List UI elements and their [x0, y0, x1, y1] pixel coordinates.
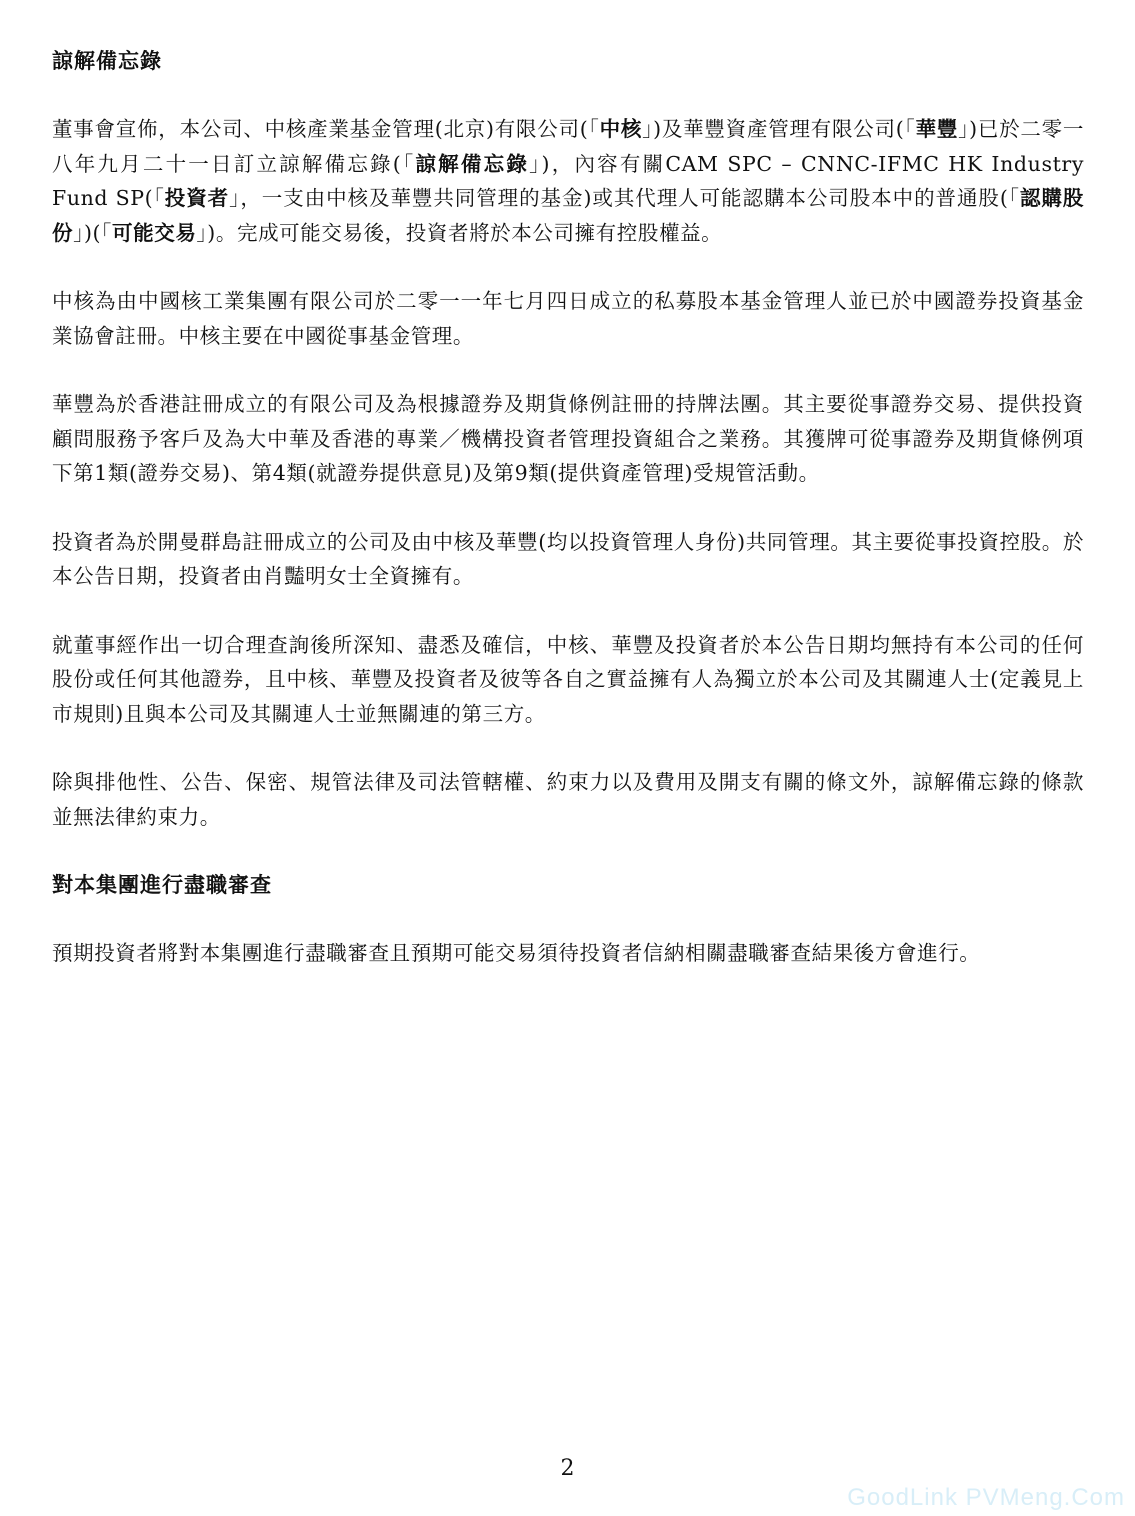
section-due-diligence — [52, 868, 1084, 971]
text-run: 董事會宣佈，本公司、中核產業基金管理(北京)有限公司(「 — [52, 117, 600, 141]
defined-term: 可能交易 — [112, 220, 197, 245]
document-body — [52, 44, 1084, 1005]
defined-term: 認購股份 — [52, 186, 1084, 245]
text-run: 就董事經作出一切合理查詢後所深知、盡悉及確信，中核、華豐及投資者於本公告日期均無持有本公司的任何股份或任何其他證券，且中核、華豐及投資者及彼等各自之實益擁有人為獨立於本公司及其關連人士(定義見上市規則)且與本公司及其關連人士並無關連的第三方。 — [52, 632, 1084, 726]
paragraph-cnnc-description — [52, 284, 1084, 353]
paragraph-due-diligence — [52, 936, 1084, 971]
defined-term: 中核 — [599, 117, 643, 141]
text-run: 除與排他性、公告、保密、規管法律及司法管轄權、約束力以及費用及開支有關的條文外，諒解備忘錄的條款並無法律約束力。 — [52, 770, 1084, 829]
page-number: 2 — [560, 1456, 575, 1481]
section-heading-mou: 諒解備忘錄 — [52, 49, 162, 73]
defined-term: 華豐 — [915, 117, 959, 141]
text-run: 預期投資者將對本集團進行盡職審查且預期可能交易須待投資者信納相關盡職審查結果後方會進行。 — [52, 941, 981, 965]
paragraph-independence-statement — [52, 628, 1084, 732]
paragraph-binding-terms — [52, 765, 1084, 834]
text-run: 」)(「 — [73, 220, 113, 245]
text-run: 」)及華豐資產管理有限公司(「 — [642, 117, 916, 141]
section-mou — [52, 44, 1084, 834]
text-run: 華豐為於香港註冊成立的有限公司及為根據證券及期貨條例註冊的持牌法團。其主要從事證券交易、提供投資顧問服務予客戶及為大中華及香港的專業／機構投資者管理投資組合之業務。其獲牌可從事證券及期貨條例項下第1類(證券交易)、第4類(就證券提供意見)及第9類(提供資產管理)受規管活動。 — [52, 392, 1084, 485]
text-run: 中核為由中國核工業集團有限公司於二零一一年七月四日成立的私募股本基金管理人並已於中國證券投資基金業協會註冊。中核主要在中國從事基金管理。 — [52, 289, 1084, 348]
defined-term: 諒解備忘錄 — [415, 151, 530, 176]
watermark-text: GoodLink PVMeng.Com — [847, 1484, 1125, 1511]
paragraph-huafeng-description — [52, 387, 1084, 491]
text-run: 」)。完成可能交易後，投資者將於本公司擁有控股權益。 — [196, 220, 723, 245]
paragraph-mou-announcement — [52, 112, 1084, 250]
paragraph-investor-description — [52, 525, 1084, 594]
text-run: 投資者為於開曼群島註冊成立的公司及由中核及華豐(均以投資管理人身份)共同管理。其主要從事投資控股。於本公告日期，投資者由肖豔明女士全資擁有。 — [52, 529, 1084, 588]
section-heading-due-diligence: 對本集團進行盡職審查 — [52, 873, 272, 897]
text-run: 」，一支由中核及華豐共同管理的基金)或其代理人可能認購本公司股本中的普通股(「 — [229, 186, 1020, 210]
text-run: 」)已於二零一八年九月二十一日訂立諒解備忘錄(「 — [52, 117, 1085, 176]
defined-term: 投資者 — [164, 186, 230, 210]
text-run: 」)，內容有關CAM SPC – CNNC-IFMC HK Industry Fund SP(「 — [52, 151, 1084, 210]
